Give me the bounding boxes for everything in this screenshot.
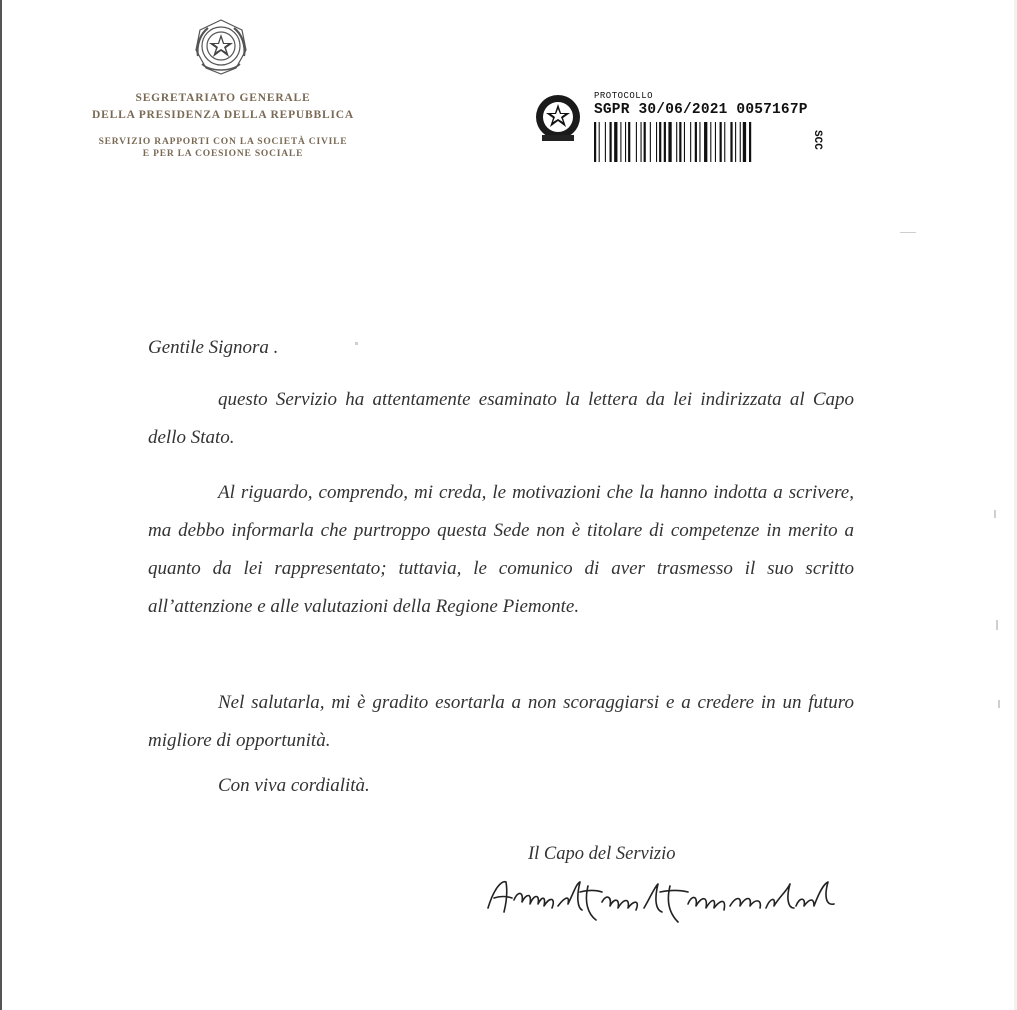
italian-republic-emblem-icon <box>192 16 250 78</box>
service-line-1: SERVIZIO RAPPORTI CON LA SOCIETÀ CIVILE <box>98 137 348 147</box>
paragraph-3: Nel salutarla, mi è gradito esortarla a non scoraggiarsi e a credere in un futuro migliore di opportunità. <box>148 692 854 751</box>
paragraph-2: Al riguardo, comprendo, mi creda, le motivazioni che la hanno indotta a scrivere, ma debbo informarla che purtroppo questa Sede non è titolare di competenze in merito a quanto da lei rappresentato; tuttavia, le comunico di aver trasmesso il suo scritto all’attenzione e alle valutazioni della Regione Piemonte. <box>148 482 854 617</box>
scan-speck <box>994 510 996 518</box>
office-line-1: SEGRETARIATO GENERALE <box>135 92 311 104</box>
protocol-number: SGPR 30/06/2021 0057167P <box>594 102 808 118</box>
scan-speck <box>998 700 1000 708</box>
barcode-icon <box>594 122 806 162</box>
salutation: Gentile Signora . <box>148 337 279 358</box>
service-line-2: E PER LA COESIONE SOCIALE <box>142 149 304 159</box>
paragraph-1: questo Servizio ha attentamente esaminato la lettera da lei indirizzata al Capo dello Stato. <box>148 389 854 448</box>
page-edge <box>0 0 2 1010</box>
scan-speck <box>900 232 916 233</box>
office-line-2: DELLA PRESIDENZA DELLA REPUBBLICA <box>92 109 354 121</box>
signatory-title: Il Capo del Servizio <box>528 844 676 864</box>
scan-speck <box>355 342 358 345</box>
handwritten-signature <box>484 868 848 932</box>
closing: Con viva cordialità. <box>218 775 370 796</box>
italian-republic-emblem-icon <box>533 90 583 146</box>
protocol-side-code: SCC <box>811 130 823 150</box>
protocol-label: PROTOCOLLO <box>594 91 654 101</box>
issuing-office-block <box>40 90 406 160</box>
scan-speck <box>996 620 998 630</box>
